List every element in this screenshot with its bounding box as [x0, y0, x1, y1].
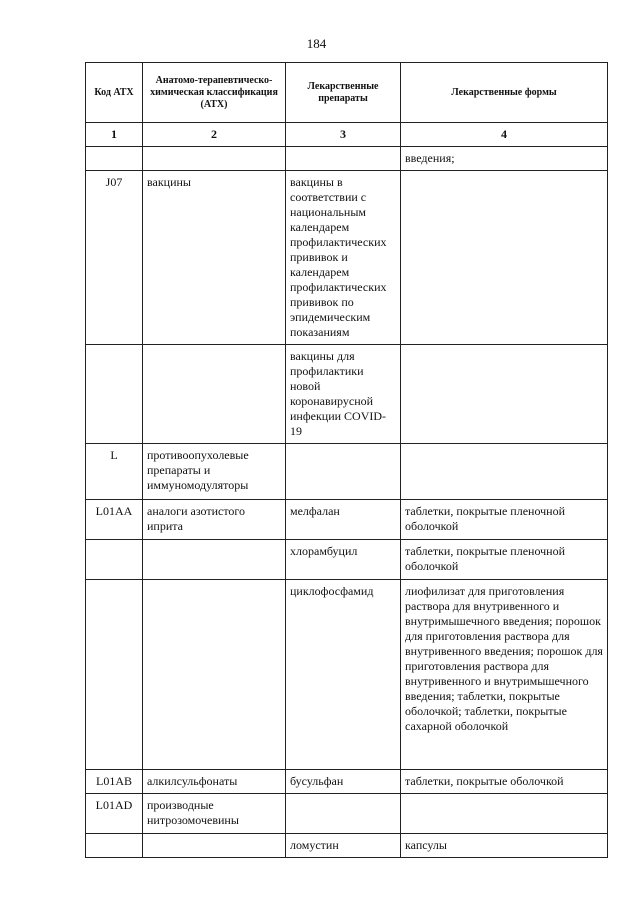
cell-forms: лиофилизат для приготовления раствора для внутривенного и внутримышечного введения; порошок для приготовления раствора для внутривенного введения; порошок для приготовления раствора для внутривенного и внутримышечного введения; таблетки, покрытые оболочкой; таблетки, покрытые сахарной оболочкой — [401, 580, 608, 770]
header-row — [86, 63, 608, 123]
cell-code: L01AB — [86, 770, 143, 794]
table-row — [86, 345, 608, 444]
cell-code — [86, 580, 143, 770]
cell-code: L01AD — [86, 794, 143, 834]
cell-classification — [143, 834, 286, 858]
cell-forms — [401, 171, 608, 345]
table-row — [86, 171, 608, 345]
cell-drug: бусульфан — [286, 770, 401, 794]
cell-code — [86, 540, 143, 580]
column-number: 2 — [143, 123, 286, 147]
cell-drug: циклофосфамид — [286, 580, 401, 770]
cell-drug — [286, 444, 401, 500]
header-code: Код АТХ — [86, 63, 143, 123]
cell-drug — [286, 147, 401, 171]
page-number: 184 — [306, 36, 327, 51]
cell-drug: хлорамбуцил — [286, 540, 401, 580]
cell-classification: производные нитрозомочевины — [143, 794, 286, 834]
header-forms: Лекарственные формы — [401, 63, 608, 123]
cell-classification: противоопухолевые препараты и иммуномодуляторы — [143, 444, 286, 500]
cell-code: L01AA — [86, 500, 143, 540]
header-classification: Анатомо-терапевтическо-химическая классификация (АТХ) — [143, 63, 286, 123]
cell-classification — [143, 540, 286, 580]
cell-classification: вакцины — [143, 171, 286, 345]
cell-forms: таблетки, покрытые пленочной оболочкой — [401, 540, 608, 580]
table-row — [86, 834, 608, 858]
table-row — [86, 444, 608, 500]
cell-forms: таблетки, покрытые оболочкой — [401, 770, 608, 794]
cell-drug: вакцины для профилактики новой коронавирусной инфекции COVID-19 — [286, 345, 401, 444]
cell-code — [86, 147, 143, 171]
cell-classification — [143, 147, 286, 171]
cell-forms: таблетки, покрытые пленочной оболочкой — [401, 500, 608, 540]
cell-classification — [143, 580, 286, 770]
table-row — [86, 540, 608, 580]
column-number: 1 — [86, 123, 143, 147]
cell-drug — [286, 794, 401, 834]
cell-code: J07 — [86, 171, 143, 345]
cell-code — [86, 834, 143, 858]
table-row — [86, 794, 608, 834]
atx-table — [85, 62, 608, 858]
cell-classification: алкилсульфонаты — [143, 770, 286, 794]
header-drug: Лекарственные препараты — [286, 63, 401, 123]
cell-forms: введения; — [401, 147, 608, 171]
column-number: 4 — [401, 123, 608, 147]
table-row — [86, 147, 608, 171]
cell-forms — [401, 444, 608, 500]
column-number-row — [86, 123, 608, 147]
table-row — [86, 770, 608, 794]
cell-drug: мелфалан — [286, 500, 401, 540]
cell-code — [86, 345, 143, 444]
table-row — [86, 500, 608, 540]
cell-classification — [143, 345, 286, 444]
cell-drug: вакцины в соответствии с национальным календарем профилактических прививок и календарем профилактических прививок по эпидемическим показаниям — [286, 171, 401, 345]
cell-code: L — [86, 444, 143, 500]
cell-forms: капсулы — [401, 834, 608, 858]
column-number: 3 — [286, 123, 401, 147]
cell-drug: ломустин — [286, 834, 401, 858]
cell-forms — [401, 345, 608, 444]
cell-forms — [401, 794, 608, 834]
table-row — [86, 580, 608, 770]
cell-classification: аналоги азотистого иприта — [143, 500, 286, 540]
